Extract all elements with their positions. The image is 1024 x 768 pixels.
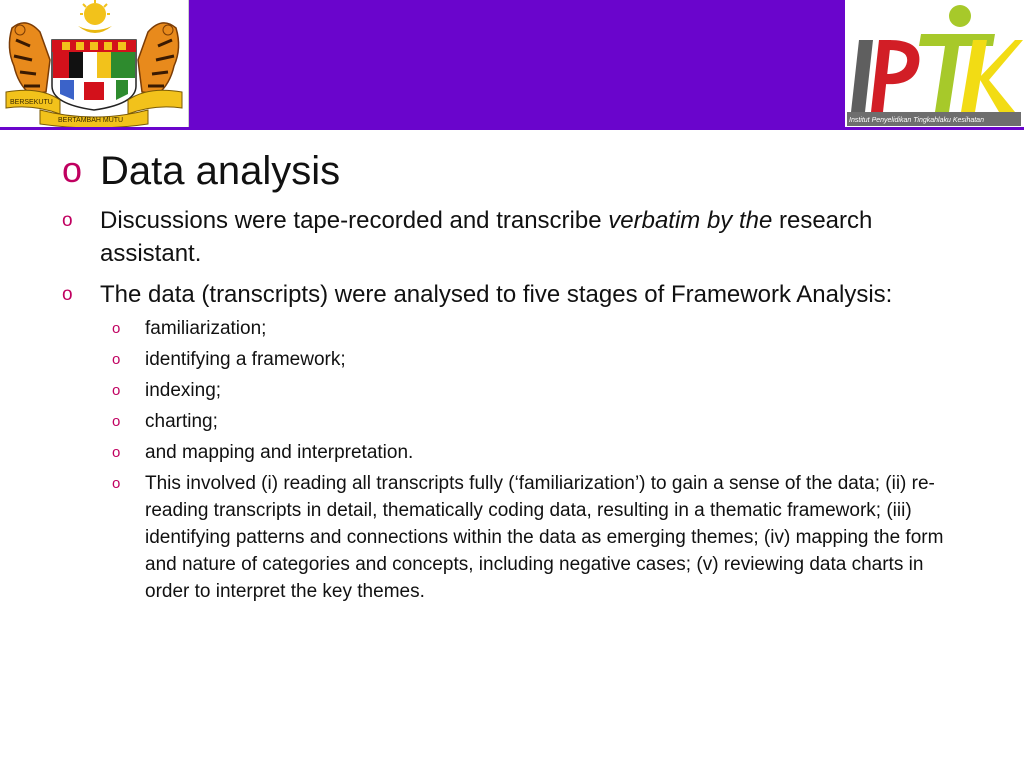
bullet-text-segment: The data (transcripts) were analysed to five stages of Framework Analysis:: [100, 281, 893, 308]
slide-title: Data analysis: [100, 149, 341, 193]
bullet-text-segment: research assistant.: [100, 207, 873, 267]
bullet-text-italic: verbatim by the: [608, 207, 773, 234]
sub-bullet-icon: o: [112, 320, 121, 337]
malaysia-coat-of-arms-icon: [0, 0, 188, 128]
sub-bullet-4: [112, 408, 972, 435]
sub-bullet-icon: o: [112, 444, 121, 461]
crest-scroll-top: BERSEKUTU: [10, 99, 53, 106]
sub-bullet-icon: o: [112, 382, 121, 399]
bullet-icon: o: [62, 210, 73, 231]
sub-bullet-text: This involved (i) reading all transcripts fully (‘familiarization’) to gain a sense of the data; (ii) re-reading transcripts in detail, thematically coding data, resulting in a thematic framework; (iii) identifying patterns and connections within the data as emerging themes; (iv) mapping the form and nature of categories and concepts, including negative cases; (v) reviewing data charts in order to interpret the key themes.: [145, 473, 944, 602]
iptk-logo-icon: [845, 0, 1024, 128]
title-bullet-icon: o: [62, 149, 83, 190]
iptk-logo: [845, 0, 1024, 128]
bullet-text-segment: Discussions were tape-recorded and transcribe: [100, 207, 609, 234]
slide-content: [62, 146, 972, 605]
header-divider: [0, 127, 1024, 130]
bullet-icon: o: [62, 284, 73, 305]
sub-bullet-1: [112, 315, 972, 342]
bullet-text-1: [100, 204, 960, 270]
sub-bullet-icon: o: [112, 351, 121, 368]
sub-bullet-icon: o: [112, 413, 121, 430]
bullet-point-2: [62, 278, 972, 311]
sub-bullet-text: indexing;: [145, 380, 222, 401]
crest-scroll-bottom: BERTAMBAH MUTU: [58, 117, 124, 124]
sub-bullet-2: [112, 346, 972, 373]
sub-bullet-text: identifying a framework;: [145, 349, 346, 370]
bullet-point-1: [62, 204, 972, 270]
sub-bullet-text: familiarization;: [145, 318, 267, 339]
sub-bullet-icon: o: [112, 475, 121, 492]
crest-logo: [0, 0, 189, 128]
header-band: [189, 0, 845, 128]
bullet-text-2: [100, 278, 960, 311]
slide-title-row: [62, 146, 972, 196]
sub-bullet-5: [112, 439, 972, 466]
iptk-logo-caption: Institut Penyelidikan Tingkahlaku Kesihatan: [849, 117, 984, 124]
sub-bullet-text: charting;: [145, 411, 218, 432]
sub-bullet-text: and mapping and interpretation.: [145, 442, 414, 463]
sub-bullet-6: [112, 470, 972, 605]
sub-bullet-3: [112, 377, 972, 404]
slide-header: [0, 0, 1024, 130]
